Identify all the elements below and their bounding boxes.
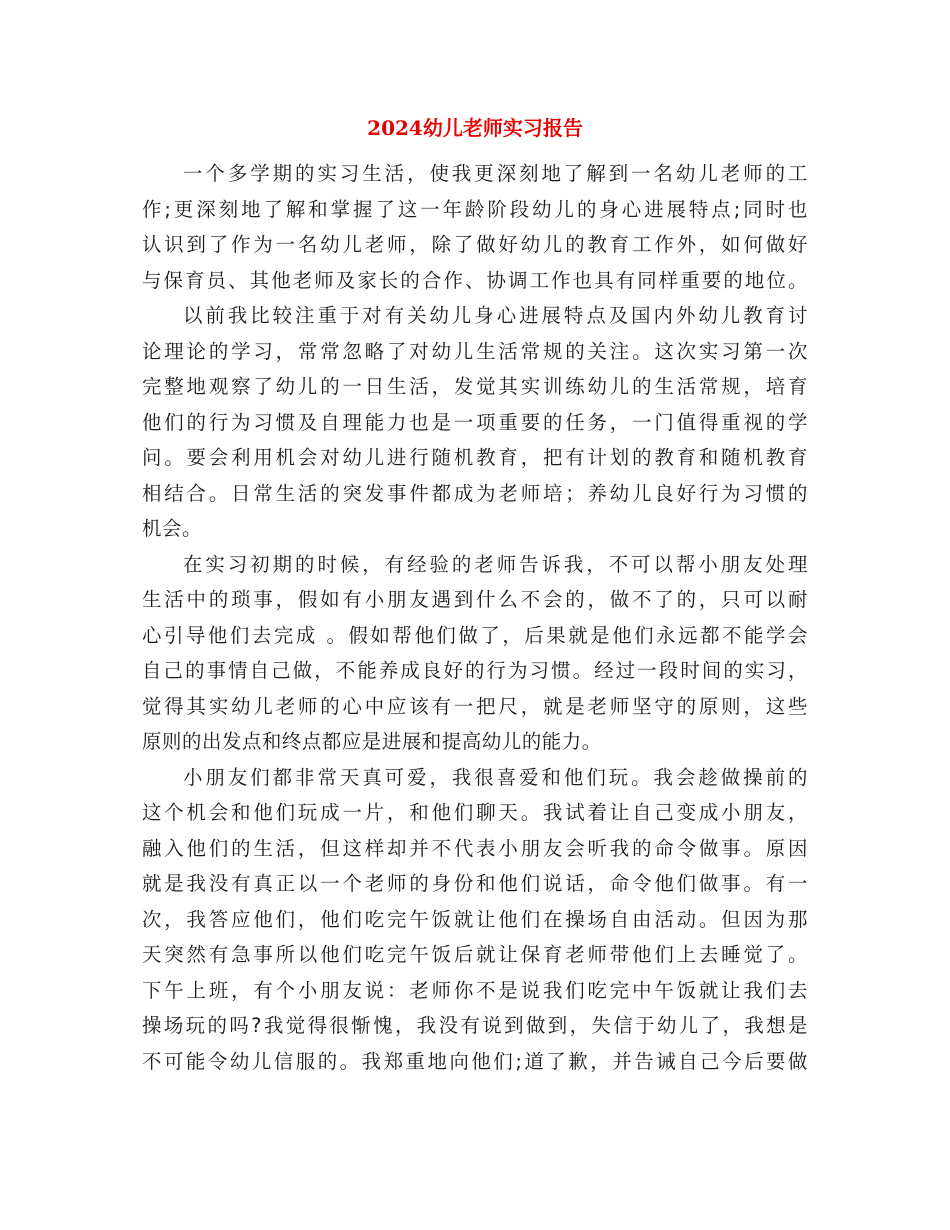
text-line: 以前我比较注重于对有关幼儿身心进展特点及国内外幼儿教育讨 xyxy=(183,304,808,327)
text-line: 机会。 xyxy=(142,517,202,540)
text-line: 认识到了作为一名幼儿老师，除了做好幼儿的教育工作外，如何做好 xyxy=(142,233,808,256)
text-line: 作;更深刻地了解和掌握了这一年龄阶段幼儿的身心进展特点;同时也 xyxy=(142,197,808,221)
text-line: 操场玩的吗?我觉得很惭愧，我没有说到做到，失信于幼儿了，我想是 xyxy=(142,1014,808,1037)
text-line: 心引导他们去完成 。假如帮他们做了，后果就是他们永远都不能学会 xyxy=(142,623,808,647)
text-line: 论理论的学习，常常忽略了对幼儿生活常规的关注。这次实习第一次 xyxy=(142,339,808,363)
text-line: 下午上班，有个小朋友说：老师你不是说我们吃完中午饭就让我们去 xyxy=(142,978,808,1002)
text-line: 与保育员、其他老师及家长的合作、协调工作也具有同样重要的地位。 xyxy=(142,268,808,292)
text-line: 小朋友们都非常天真可爱，我很喜爱和他们玩。我会趁做操前的 xyxy=(183,765,808,789)
text-line: 生活中的琐事，假如有小朋友遇到什么不会的，做不了的，只可以耐 xyxy=(142,588,808,611)
document-title: 2024幼儿老师实习报告 xyxy=(367,116,583,140)
text-line: 次，我答应他们，他们吃完午饭就让他们在操场自由活动。但因为那 xyxy=(142,907,808,931)
text-line: 原则的出发点和终点都应是进展和提高幼儿的能力。 xyxy=(142,730,602,753)
paragraph-4 xyxy=(142,760,808,1080)
text-line: 完整地观察了幼儿的一日生活，发觉其实训练幼儿的生活常规，培育 xyxy=(142,375,808,398)
text-line: 自己的事情自己做，不能养成良好的行为习惯。经过一段时间的实习， xyxy=(142,659,808,682)
document-body xyxy=(142,156,808,1079)
paragraph-3 xyxy=(142,547,808,760)
paragraph-1 xyxy=(142,156,808,298)
text-line: 这个机会和他们玩成一片，和他们聊天。我试着让自己变成小朋友， xyxy=(142,801,808,824)
paragraph-2 xyxy=(142,298,808,547)
text-line: 一个多学期的实习生活，使我更深刻地了解到一名幼儿老师的工 xyxy=(183,162,808,185)
text-line: 就是我没有真正以一个老师的身份和他们说话，命令他们做事。有一 xyxy=(142,872,808,895)
text-line: 天突然有急事所以他们吃完午饭后就让保育老师带他们上去睡觉了。 xyxy=(142,943,808,966)
text-line: 在实习初期的时候，有经验的老师告诉我，不可以帮小朋友处理 xyxy=(183,552,808,576)
text-line: 不可能令幼儿信服的。我郑重地向他们;道了歉，并告诫自己今后要做 xyxy=(142,1049,808,1073)
text-line: 问。要会利用机会对幼儿进行随机教育，把有计划的教育和随机教育 xyxy=(142,446,808,469)
text-line: 融入他们的生活，但这样却并不代表小朋友会听我的命令做事。原因 xyxy=(142,836,808,860)
text-line: 觉得其实幼儿老师的心中应该有一把尺，就是老师坚守的原则，这些 xyxy=(142,694,808,718)
text-line: 他们的行为习惯及自理能力也是一项重要的任务，一门值得重视的学 xyxy=(142,410,808,434)
text-line: 相结合。日常生活的突发事件都成为老师培；养幼儿良好行为习惯的 xyxy=(142,481,808,505)
